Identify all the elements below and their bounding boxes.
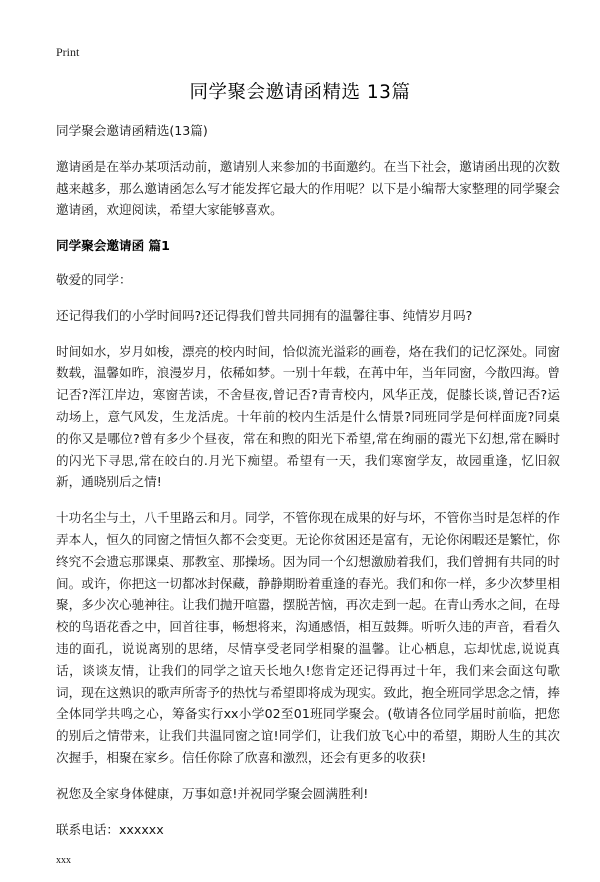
section-heading: 同学聚会邀请函 篇1 bbox=[56, 238, 170, 254]
intro-paragraph: 邀请函是在举办某项活动前，邀请别人来参加的书面邀约。在当下社会，邀请函出现的次数越来越多，那么邀请函怎么写才能发挥它最大的作用呢？以下是小编帮大家整理的同学聚会邀请函，欢迎阅读，希望大家能够喜欢。 bbox=[56, 158, 560, 218]
document-body bbox=[56, 120, 560, 882]
contact-line: 联系电话：xxxxxx bbox=[56, 821, 164, 837]
print-label: Print bbox=[56, 45, 80, 59]
closing-wishes: 祝您及全家身体健康，万事如意!并祝同学聚会圆满胜利! bbox=[56, 785, 369, 801]
page-title: 同学聚会邀请函精选 13篇 bbox=[189, 82, 411, 103]
body-paragraph-1: 还记得我们的小学时间吗?还记得我们曾共同拥有的温馨往事、纯情岁月吗? bbox=[56, 307, 473, 323]
footer-text: xxx bbox=[56, 855, 71, 867]
salutation: 敬爱的同学： bbox=[56, 271, 132, 287]
document-subtitle: 同学聚会邀请函精选(13篇) bbox=[56, 123, 208, 138]
body-paragraph-2: 时间如水，岁月如梭，漂亮的校内时间，恰似流光溢彩的画卷，烙在我们的记忆深处。同窗数载，温馨如昨，浪漫岁月，依稀如梦。一别十年载，在苒中年，当年同窗，今散四海。曾记否?浑江岸边，寒窗苦读，不舍昼夜,曾记否?青青校内，风华正茂，促膝长谈,曾记否?运动场上，意气风发，生龙活虎。十年前的校内生活是什么情景?同班同学是何样面庞?同桌的你又是哪位?曾有多少个昼夜，常在和煦的阳光下希望,常在绚丽的霞光下幻想,常在瞬时的闪光下寻思,常在皎白的.月光下痴望。希望有一天，我们寒窗学友，故园重逢，忆旧叙新，通晓别后之情! bbox=[56, 343, 560, 490]
body-paragraph-3: 十功名尘与土，八千里路云和月。同学，不管你现在成果的好与坏，不管你当时是怎样的作弄本人，恒久的同窗之情恒久都不会变更。无论你贫困还是富有，无论你闲暇还是繁忙，你终究不会遗忘那课桌、那教室、那操场。因为同一个幻想激励着我们，我们曾拥有共同的时间。或许，你把这一切都冰封保藏，静静期盼着重逢的春光。我们和你一样，多少次梦里相聚，多少次心驰神往。让我们抛开喧嚣，摆脱苦恼，再次走到一起。在青山秀水之间，在母校的鸟语花香之中，回首往事，畅想将来，沟通感悟，相互鼓舞。听听久违的声音，看看久违的面孔，说说离别的思绪，尽情享受老同学相聚的温馨。让心栖息，忘却忧虑,说说真话，谈谈友情，让我们的同学之谊天长地久!您肯定还记得再过十年，我们来会面这句歌词，现在这熟识的歌声所寄予的热忱与希望即将成为现实。致此，抱全班同学思念之情，捧全体同学共鸣之心，筹备实行xx小学02至01班同学聚会。(敬请各位同学届时前临，把您的别后之情带来，让我们共温同窗之谊!同学们，让我们放飞心中的希望，期盼人生的其次次握手，相聚在家乡。信任你除了欣喜和激烈，还会有更多的收获! bbox=[56, 510, 560, 765]
